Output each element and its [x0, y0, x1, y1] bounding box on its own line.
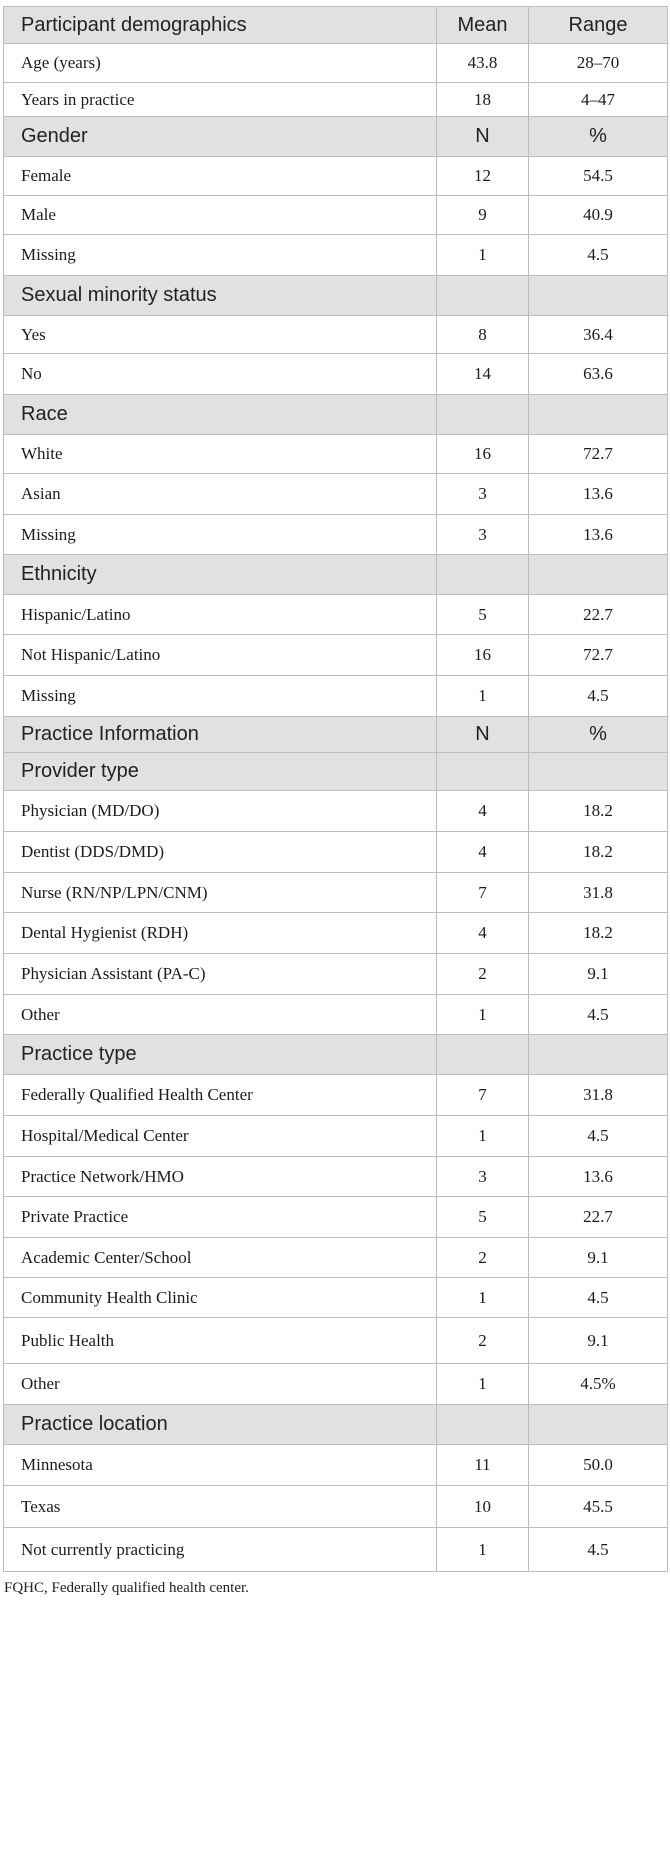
row-label: Other [4, 995, 437, 1035]
row-label: Texas [4, 1486, 437, 1528]
section-header-col3 [529, 395, 668, 435]
row-value-col2: 1 [437, 1528, 529, 1572]
section-header-label: Practice location [4, 1405, 437, 1445]
row-value-col2: 7 [437, 873, 529, 913]
section-header-col3 [529, 1035, 668, 1075]
row-label: Missing [4, 515, 437, 555]
section-header-col2: Mean [437, 7, 529, 44]
row-value-col3: 4.5 [529, 1528, 668, 1572]
table-row [4, 1486, 668, 1528]
row-label: Dental Hygienist (RDH) [4, 913, 437, 954]
row-value-col3: 31.8 [529, 1075, 668, 1116]
section-header-label: Participant demographics [4, 7, 437, 44]
row-value-col3: 4–47 [529, 83, 668, 117]
row-label: Male [4, 196, 437, 235]
table-row [4, 1197, 668, 1238]
row-label: Nurse (RN/NP/LPN/CNM) [4, 873, 437, 913]
section-header-row [4, 395, 668, 435]
row-value-col2: 18 [437, 83, 529, 117]
row-value-col2: 2 [437, 1318, 529, 1364]
row-value-col2: 8 [437, 316, 529, 354]
table-row [4, 196, 668, 235]
section-header-col3: % [529, 717, 668, 753]
row-value-col2: 5 [437, 1197, 529, 1238]
table-row [4, 1238, 668, 1278]
row-value-col3: 22.7 [529, 1197, 668, 1238]
table-row [4, 435, 668, 474]
table-row [4, 1278, 668, 1318]
section-header-label: Gender [4, 117, 437, 157]
row-label: White [4, 435, 437, 474]
row-value-col3: 18.2 [529, 832, 668, 873]
row-value-col2: 2 [437, 954, 529, 995]
row-value-col3: 13.6 [529, 474, 668, 515]
row-value-col3: 4.5 [529, 1116, 668, 1157]
section-header-col2 [437, 753, 529, 791]
row-label: Public Health [4, 1318, 437, 1364]
row-value-col3: 22.7 [529, 595, 668, 635]
row-value-col3: 4.5 [529, 1278, 668, 1318]
section-header-col3: % [529, 117, 668, 157]
row-value-col3: 72.7 [529, 435, 668, 474]
row-value-col3: 13.6 [529, 1157, 668, 1197]
row-label: Other [4, 1364, 437, 1405]
section-header-col2: N [437, 117, 529, 157]
section-header-row [4, 276, 668, 316]
section-header-col2 [437, 276, 529, 316]
row-value-col3: 28–70 [529, 44, 668, 83]
row-value-col3: 9.1 [529, 1238, 668, 1278]
row-value-col3: 63.6 [529, 354, 668, 395]
row-value-col2: 10 [437, 1486, 529, 1528]
table-row [4, 1157, 668, 1197]
row-value-col2: 5 [437, 595, 529, 635]
row-value-col2: 1 [437, 235, 529, 276]
row-value-col2: 12 [437, 157, 529, 196]
section-header-row [4, 717, 668, 753]
demographics-table [3, 6, 668, 1572]
row-label: Physician Assistant (PA-C) [4, 954, 437, 995]
row-value-col2: 2 [437, 1238, 529, 1278]
row-label: Not Hispanic/Latino [4, 635, 437, 676]
table-row [4, 913, 668, 954]
row-value-col3: 54.5 [529, 157, 668, 196]
row-label: Asian [4, 474, 437, 515]
table-row [4, 515, 668, 555]
table-footnote: FQHC, Federally qualified health center. [4, 1580, 249, 1596]
section-header-col3: Range [529, 7, 668, 44]
row-value-col3: 4.5 [529, 235, 668, 276]
row-value-col2: 3 [437, 1157, 529, 1197]
row-value-col3: 72.7 [529, 635, 668, 676]
row-value-col3: 36.4 [529, 316, 668, 354]
table-row [4, 1318, 668, 1364]
row-value-col3: 18.2 [529, 791, 668, 832]
row-value-col2: 1 [437, 1116, 529, 1157]
row-label: Minnesota [4, 1445, 437, 1486]
table-row [4, 235, 668, 276]
row-value-col3: 9.1 [529, 954, 668, 995]
table-row [4, 354, 668, 395]
row-value-col3: 45.5 [529, 1486, 668, 1528]
row-label: Practice Network/HMO [4, 1157, 437, 1197]
row-value-col2: 11 [437, 1445, 529, 1486]
row-label: Dentist (DDS/DMD) [4, 832, 437, 873]
row-value-col3: 4.5 [529, 995, 668, 1035]
row-value-col2: 1 [437, 1364, 529, 1405]
table-row [4, 791, 668, 832]
table-row [4, 676, 668, 717]
row-value-col3: 13.6 [529, 515, 668, 555]
section-header-col2 [437, 1405, 529, 1445]
row-label: Community Health Clinic [4, 1278, 437, 1318]
table-row [4, 157, 668, 196]
section-header-row [4, 555, 668, 595]
table-row [4, 595, 668, 635]
table-row [4, 1528, 668, 1572]
row-value-col2: 4 [437, 832, 529, 873]
section-header-row [4, 753, 668, 791]
section-header-label: Sexual minority status [4, 276, 437, 316]
row-value-col3: 31.8 [529, 873, 668, 913]
table-row [4, 995, 668, 1035]
section-header-col2 [437, 1035, 529, 1075]
row-value-col2: 9 [437, 196, 529, 235]
row-value-col3: 4.5% [529, 1364, 668, 1405]
row-value-col2: 1 [437, 995, 529, 1035]
row-value-col2: 4 [437, 791, 529, 832]
row-value-col2: 1 [437, 676, 529, 717]
row-value-col2: 16 [437, 635, 529, 676]
row-value-col3: 9.1 [529, 1318, 668, 1364]
section-header-col3 [529, 555, 668, 595]
row-label: Not currently practicing [4, 1528, 437, 1572]
section-header-col2 [437, 555, 529, 595]
section-header-label: Practice type [4, 1035, 437, 1075]
section-header-row [4, 1035, 668, 1075]
section-header-label: Race [4, 395, 437, 435]
table-row [4, 1116, 668, 1157]
section-header-col3 [529, 753, 668, 791]
section-header-col2 [437, 395, 529, 435]
section-header-row [4, 1405, 668, 1445]
row-label: Missing [4, 235, 437, 276]
table-row [4, 873, 668, 913]
table-row [4, 316, 668, 354]
section-header-label: Practice Information [4, 717, 437, 753]
table-row [4, 44, 668, 83]
table-row [4, 83, 668, 117]
row-label: Years in practice [4, 83, 437, 117]
row-value-col2: 4 [437, 913, 529, 954]
table-row [4, 954, 668, 995]
row-label: Private Practice [4, 1197, 437, 1238]
section-header-label: Ethnicity [4, 555, 437, 595]
section-header-row [4, 117, 668, 157]
row-label: Federally Qualified Health Center [4, 1075, 437, 1116]
section-header-col2: N [437, 717, 529, 753]
row-value-col2: 16 [437, 435, 529, 474]
row-label: Physician (MD/DO) [4, 791, 437, 832]
table-row [4, 1445, 668, 1486]
row-value-col3: 18.2 [529, 913, 668, 954]
row-value-col2: 3 [437, 515, 529, 555]
row-value-col3: 40.9 [529, 196, 668, 235]
row-value-col2: 7 [437, 1075, 529, 1116]
table-row [4, 1364, 668, 1405]
row-label: Female [4, 157, 437, 196]
row-label: No [4, 354, 437, 395]
section-header-label: Provider type [4, 753, 437, 791]
demographics-table-container [3, 6, 667, 1597]
table-row [4, 832, 668, 873]
table-body [4, 7, 668, 1572]
row-label: Academic Center/School [4, 1238, 437, 1278]
row-value-col3: 50.0 [529, 1445, 668, 1486]
row-value-col2: 14 [437, 354, 529, 395]
row-value-col2: 3 [437, 474, 529, 515]
row-label: Age (years) [4, 44, 437, 83]
section-header-row [4, 7, 668, 44]
table-row [4, 1075, 668, 1116]
row-label: Missing [4, 676, 437, 717]
table-row [4, 474, 668, 515]
section-header-col3 [529, 276, 668, 316]
row-value-col2: 1 [437, 1278, 529, 1318]
row-value-col3: 4.5 [529, 676, 668, 717]
table-row [4, 635, 668, 676]
row-label: Hispanic/Latino [4, 595, 437, 635]
section-header-col3 [529, 1405, 668, 1445]
row-label: Yes [4, 316, 437, 354]
row-value-col2: 43.8 [437, 44, 529, 83]
row-label: Hospital/Medical Center [4, 1116, 437, 1157]
